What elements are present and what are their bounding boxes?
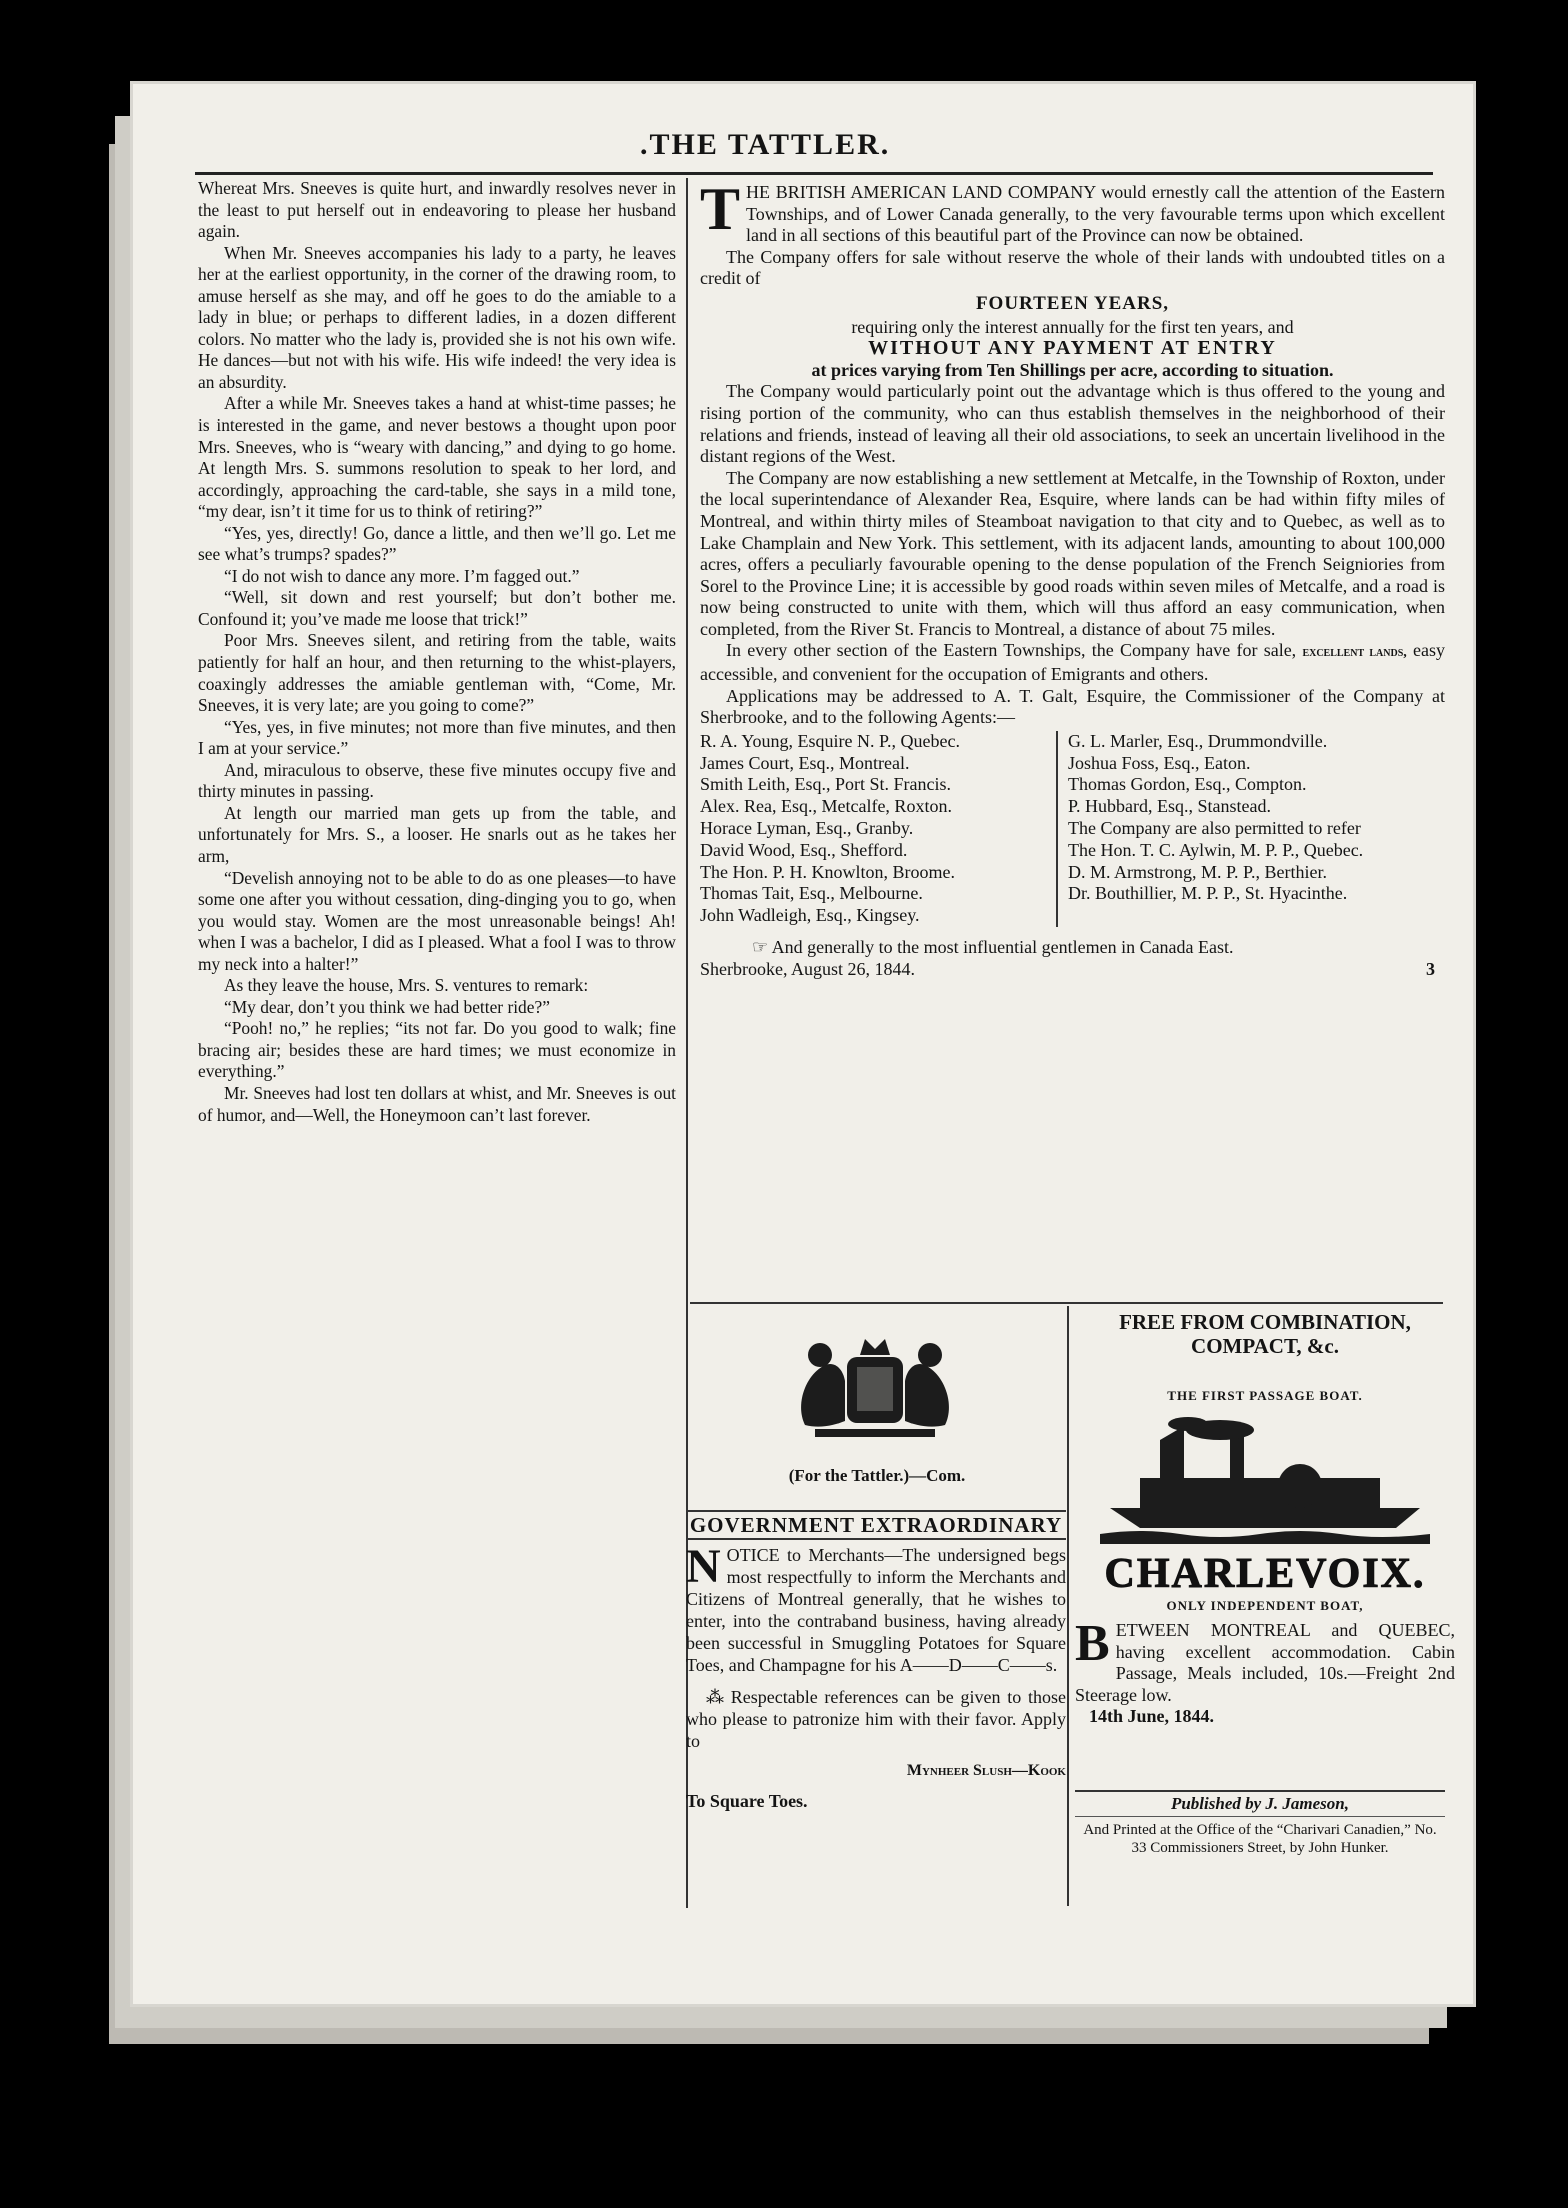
crest-caption: (For the Tattler.)—Com. [788,1466,966,1485]
agents-left [700,731,1058,927]
agent-item: R. A. Young, Esquire N. P., Quebec. [700,730,961,751]
agent-item: Smith Leith, Esq., Port St. Francis. [700,774,952,795]
agents-list [700,731,1445,927]
boat-only-independent: ONLY INDEPENDENT BOAT, [1166,1598,1364,1613]
story-paragraph: “I do not wish to dance any more. I’m fagged out.” [224,565,580,586]
story-paragraph: After a while Mr. Sneeves takes a hand at whist-time passes; he is interested in the game, and never bestows a thought upon poor Mrs. Sneeves, who is “weary with dancing,” and dying to go home. At length Mrs. S. summons resolution to speak to her lord, and accordingly, approaching the card-table, she says in a mild tone, “my dear, isn’t it time for us to think of retiring?” [198,393,676,522]
steamboat-ad [1075,1306,1455,1728]
printed-by: And Printed at the Office of the “Charivari Canadien,” No. 33 Commissioners Street, by John Hunker. [1083,1822,1437,1856]
ad-paragraph: The Company are now establishing a new settlement at Metcalfe, in the Township of Roxton, under the local superintendance of Alexander Rea, Esquire, where lands can be had within fifty miles of Montreal, and within thirty miles of Steamboat navigation to that city and to Quebec, as well as to Lake Champlain and New York. This settlement, with its adjacent lands, amounting to about 100,000 acres, offers a peculiarly favourable opening to the dense population of the French Seigniories from Sorel to the Province Line; it is accessible by good roads within seven miles of Metcalfe, and a road is now being constructed to unite with them, which will thus afford an easy communication, when completed, from the River St. Francis to Montreal, a distance of about 75 miles. [700,467,1445,639]
drop-cap: B [1075,1615,1110,1672]
royal-crest-icon [765,1325,985,1445]
ad-prices: at prices varying from Ten Shillings per acre, according to situation. [811,359,1334,380]
land-company-ad [700,176,1445,980]
story-paragraph: And, miraculous to observe, these five minutes occupy five and thirty minutes in passing. [198,759,676,802]
ad-text: easy accessible, and convenient for the occupation of Emigrants and others. [700,640,1445,685]
ad-fourteen-years: FOURTEEN YEARS, [975,292,1170,314]
published-by: Published by J. Jameson, [1075,1790,1445,1817]
drop-cap: N [686,1540,721,1593]
ad-paragraph: Applications may be addressed to A. T. Galt, Esquire, the Commissioner of the Company at Sherbrooke, and to the following Agents:— [700,685,1445,728]
agent-item: Alex. Rea, Esq., Metcalfe, Roxton. [700,796,952,817]
ad-number: 3 [1426,958,1435,979]
story-paragraph: Poor Mrs. Sneeves silent, and retiring from the table, waits patiently for half an hour, and then returning to the whist-players, coaxingly addresses the amiable gentleman with, “Come, Mr. Sneeves, it is very late; are you going to come?” [198,630,676,716]
ad-excellent-lands: excellent lands, [1302,645,1407,661]
ad-requiring: requiring only the interest annually for the first ten years, and [851,316,1294,337]
story-paragraph: “Pooh! no,” he replies; “its not far. Do you good to walk; fine bracing air; besides these are hard times; we must economize in everything.” [198,1018,676,1082]
government-notice [686,1510,1066,1812]
story-paragraph: “Yes, yes, directly! Go, dance a little, and then we’ll go. Let me see what’s trumps? spades?” [198,522,676,565]
ad-dateline-row [700,959,1445,981]
asterism-icon: ⁂ [706,1687,724,1707]
agent-item: Dr. Bouthillier, M. P. P., St. Hyacinthe. [1068,883,1348,904]
notice-signature: Mynheer Slush—Kook [906,1762,1066,1779]
agent-item: The Hon. T. C. Aylwin, M. P. P., Quebec. [1068,839,1364,860]
story-paragraph: “Yes, yes, in five minutes; not more than five minutes, and then I am at your service.” [198,716,676,759]
story-paragraph: Mr. Sneeves had lost ten dollars at whist, and Mr. Sneeves is out of humor, and—Well, the Honeymoon can’t last forever. [198,1082,676,1125]
drop-cap: T [700,176,741,242]
boat-text-body: ETWEEN MONTREAL and QUEBEC, having excellent accommodation. Cabin Passage, Meals included, 10s.—Freight 2nd Steerage low. [1075,1620,1455,1705]
section-rule [690,1302,1443,1304]
story-paragraph: As they leave the house, Mrs. S. ventures to remark: [224,975,589,996]
ad-paragraph: The Company would particularly point out the advantage which is thus offered to the young and rising portion of the community, who can thus establish themselves in the neighborhood of their relations and friends, instead of leaving all their old associations, to seek an uncertain livelihood in the distant regions of the West. [700,381,1445,467]
notice-title: GOVERNMENT EXTRAORDINARY [686,1510,1066,1540]
masthead-rule [195,172,1433,175]
column-divider [1067,1306,1069,1906]
agents-right [1058,731,1363,927]
agent-item: Thomas Gordon, Esq., Compton. [1068,774,1307,795]
agent-item: John Wadleigh, Esq., Kingsey. [700,905,920,926]
agent-item: D. M. Armstrong, M. P. P., Berthier. [1068,861,1328,882]
pointing-hand-icon: ☞ [752,937,769,958]
agent-item: Joshua Foss, Esq., Eaton. [1068,752,1251,773]
notice-references-text: Respectable references can be given to those who please to patronize him with their favor. Apply to [686,1687,1066,1751]
agent-item: The Hon. P. H. Knowlton, Broome. [700,861,955,882]
steamboat-icon [1100,1416,1430,1546]
publisher-imprint [1075,1790,1445,1857]
ad-intro: HE BRITISH AMERICAN LAND COMPANY would ernestly call the attention of the Eastern Townships, and of Lower Canada generally, to the very favourable terms upon which excellent land in all sections of this beautiful part of the Province can now be obtained. [746,182,1445,246]
story-paragraph: “Develish annoying not to be able to do as one pleases—to have some one after you without cessation, ding-dinging you to go, when you would stay. Women are the most unreasonable beings! Ah! when I was a bachelor, I did as I pleased. What a fool I was to throw my neck into a halter!” [198,867,676,974]
ad-text: In every other section of the Eastern Townships, the Company have for sale, [726,640,1297,661]
ad-paragraph: The Company offers for sale without reserve the whole of their lands with undoubted titles on a credit of [700,246,1445,289]
ad-closing [700,937,1445,959]
ad-without-payment: WITHOUT ANY PAYMENT AT ENTRY [868,337,1277,360]
agent-item: David Wood, Esq., Shefford. [700,839,908,860]
story-paragraph: At length our married man gets up from the table, and unfortunately for Mrs. S., a looser. He snarls out as he takes her arm, [198,802,676,866]
masthead: .THE TATTLER. [640,128,891,161]
story-column [198,178,676,1126]
boat-first-passage: THE FIRST PASSAGE BOAT. [1167,1388,1363,1403]
agent-item: Horace Lyman, Esq., Granby. [700,818,914,839]
notice-body: OTICE to Merchants—The undersigned begs most respectfully to inform the Merchants and Citizens of Montreal generally, that he wishes to enter, into the contraband business, having already been successful in Smuggling Potatoes for Square Toes, and Champagne for his A——D——C——s. [686,1545,1066,1675]
story-paragraph: “Well, sit down and rest yourself; but don’t bother me. Confound it; you’ve made me loose that trick!” [198,587,676,629]
story-paragraph: Whereat Mrs. Sneeves is quite hurt, and inwardly resolves never in the least to put herself out in endeavoring to please her husband again. [198,178,676,242]
boat-headline: FREE FROM COMBINATION, COMPACT, &c. [1119,1310,1411,1358]
notice-references [686,1686,1066,1752]
story-paragraph: “My dear, don’t you think we had better ride?” [224,996,550,1017]
agent-item: P. Hubbard, Esq., Stanstead. [1068,796,1271,817]
ad-dateline: Sherbrooke, August 26, 1844. [700,958,915,979]
ad-closing-text: And generally to the most influential gentlemen in Canada East. [771,937,1234,958]
story-paragraph: When Mr. Sneeves accompanies his lady to a party, he leaves her at the earliest opportunity, in the corner of the drawing room, to amuse herself as she may, and off he goes to do the amiable to a lady in blue; or perhaps to different ladies, in a dozen different colors. No matter who the lady is, provided she is not his own wife. He dances—but not with his wife. His wife indeed! the very idea is an absurdity. [198,242,676,392]
boat-date: 14th June, 1844. [1089,1706,1215,1727]
notice-text [686,1540,1066,1676]
agent-item: Thomas Tait, Esq., Melbourne. [700,883,923,904]
agent-item: The Company are also permitted to refer [1068,818,1361,839]
ad-paragraph [700,640,1445,685]
notice-to: To Square Toes. [686,1791,808,1811]
agent-item: James Court, Esq., Montreal. [700,752,910,773]
agent-item: G. L. Marler, Esq., Drummondville. [1068,730,1328,751]
boat-name: CHARLEVOIX. [1104,1551,1426,1597]
boat-text [1075,1615,1455,1706]
